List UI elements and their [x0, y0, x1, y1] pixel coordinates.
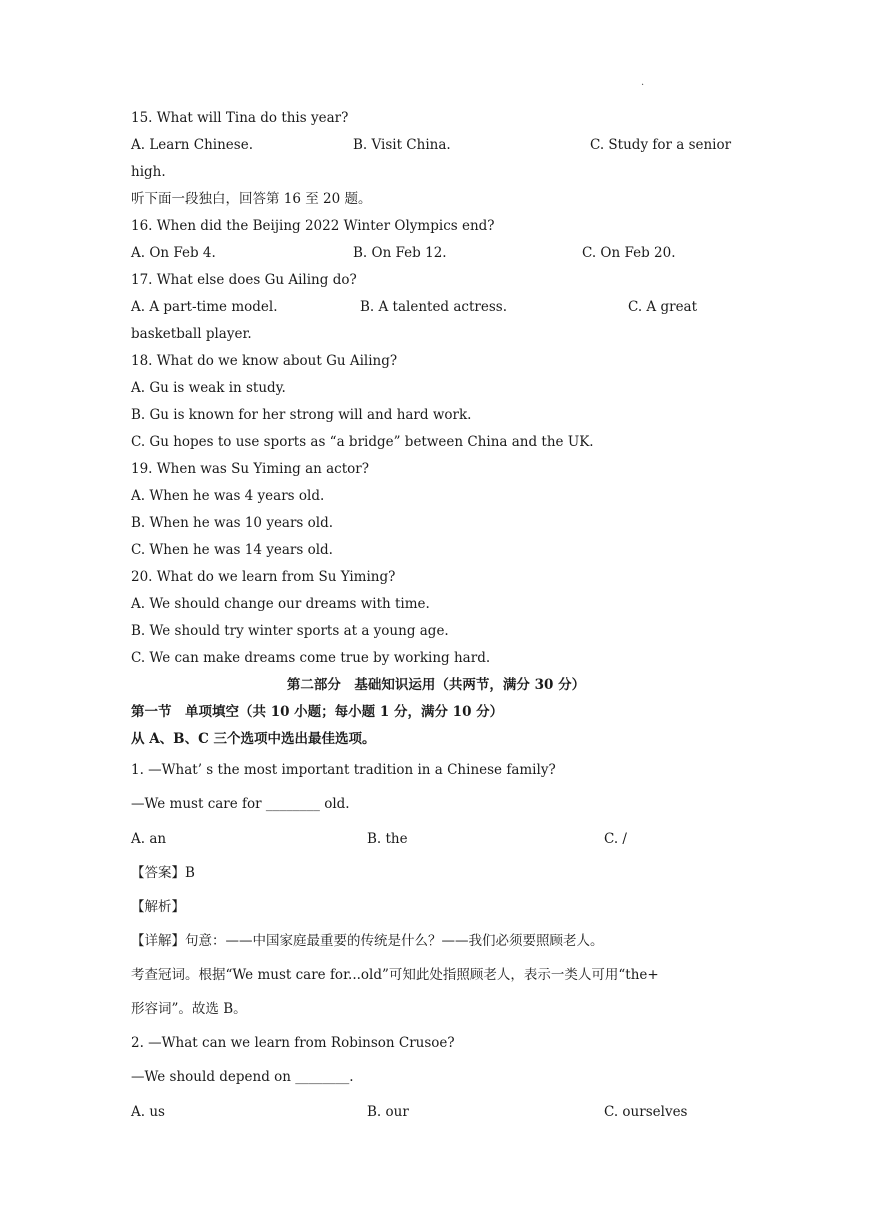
question-20-option-a: A. We should change our dreams with time. — [131, 596, 430, 612]
question-18-option-a: A. Gu is weak in study. — [131, 380, 286, 396]
question-19: 19. When was Su Yiming an actor? — [131, 461, 369, 477]
question-20-option-b: B. We should try winter sports at a young age. — [131, 623, 449, 639]
item-2-options — [131, 1102, 741, 1122]
item-1-question: 1. —What’ s the most important tradition in a Chinese family? — [131, 762, 556, 778]
option-c: C. ourselves — [604, 1104, 688, 1120]
section-1-title: 第一节 单项填空（共 10 小题；每小题 1 分，满分 10 分） — [131, 704, 504, 720]
question-18: 18. What do we know about Gu Ailing? — [131, 353, 398, 369]
item-1-explanation-line-1: 考查冠词。根据“We must care for...old”可知此处指照顾老人，表示一类人可用“the+ — [131, 967, 659, 983]
question-17: 17. What else does Gu Ailing do? — [131, 272, 357, 288]
option-b: B. our — [367, 1104, 409, 1120]
question-18-option-c: C. Gu hopes to use sports as “a bridge” between China and the UK. — [131, 434, 594, 450]
option-b: B. Visit China. — [353, 137, 451, 153]
option-a: A. Learn Chinese. — [131, 137, 254, 153]
question-19-option-b: B. When he was 10 years old. — [131, 515, 334, 531]
option-b: B. On Feb 12. — [353, 245, 447, 261]
monologue-intro: 听下面一段独白，回答第 16 至 20 题。 — [131, 191, 372, 207]
question-17-options — [131, 297, 741, 317]
item-2-response: —We should depend on ________. — [131, 1069, 354, 1085]
option-c: C. A great — [628, 299, 698, 315]
question-20-option-c: C. We can make dreams come true by working hard. — [131, 650, 491, 666]
item-2-question: 2. —What can we learn from Robinson Crusoe? — [131, 1035, 455, 1051]
item-1-answer: 【答案】B — [131, 865, 195, 881]
question-15-options — [131, 135, 741, 155]
option-a: A. On Feb 4. — [131, 245, 216, 261]
question-17-continuation: basketball player. — [131, 326, 252, 342]
item-1-explanation-line-2: 形容词”。故选 B。 — [131, 1001, 247, 1017]
question-19-option-a: A. When he was 4 years old. — [131, 488, 325, 504]
option-b: B. A talented actress. — [360, 299, 507, 315]
option-b: B. the — [367, 831, 408, 847]
item-1-detail: 【详解】句意：——中国家庭最重要的传统是什么？——我们必须要照顾老人。 — [131, 933, 604, 949]
question-16: 16. When did the Beijing 2022 Winter Olympics end? — [131, 218, 495, 234]
question-18-option-b: B. Gu is known for her strong will and hard work. — [131, 407, 472, 423]
option-c: C. / — [604, 831, 627, 847]
option-c: C. On Feb 20. — [582, 245, 676, 261]
option-a: A. us — [131, 1104, 165, 1120]
question-16-options — [131, 243, 741, 263]
question-15-continuation: high. — [131, 164, 166, 180]
item-1-analysis-label: 【解析】 — [131, 899, 185, 915]
item-1-options — [131, 829, 741, 849]
part-2-title: 第二部分 基础知识运用（共两节，满分 30 分） — [286, 677, 586, 693]
question-15: 15. What will Tina do this year? — [131, 110, 349, 126]
question-19-option-c: C. When he was 14 years old. — [131, 542, 333, 558]
header-mark: · — [641, 80, 645, 91]
item-1-response: —We must care for ________ old. — [131, 796, 350, 812]
question-20: 20. What do we learn from Su Yiming? — [131, 569, 396, 585]
section-1-instruction: 从 A、B、C 三个选项中选出最佳选项。 — [131, 731, 376, 747]
option-a: A. an — [131, 831, 167, 847]
option-a: A. A part-time model. — [131, 299, 278, 315]
option-c: C. Study for a senior — [590, 137, 732, 153]
